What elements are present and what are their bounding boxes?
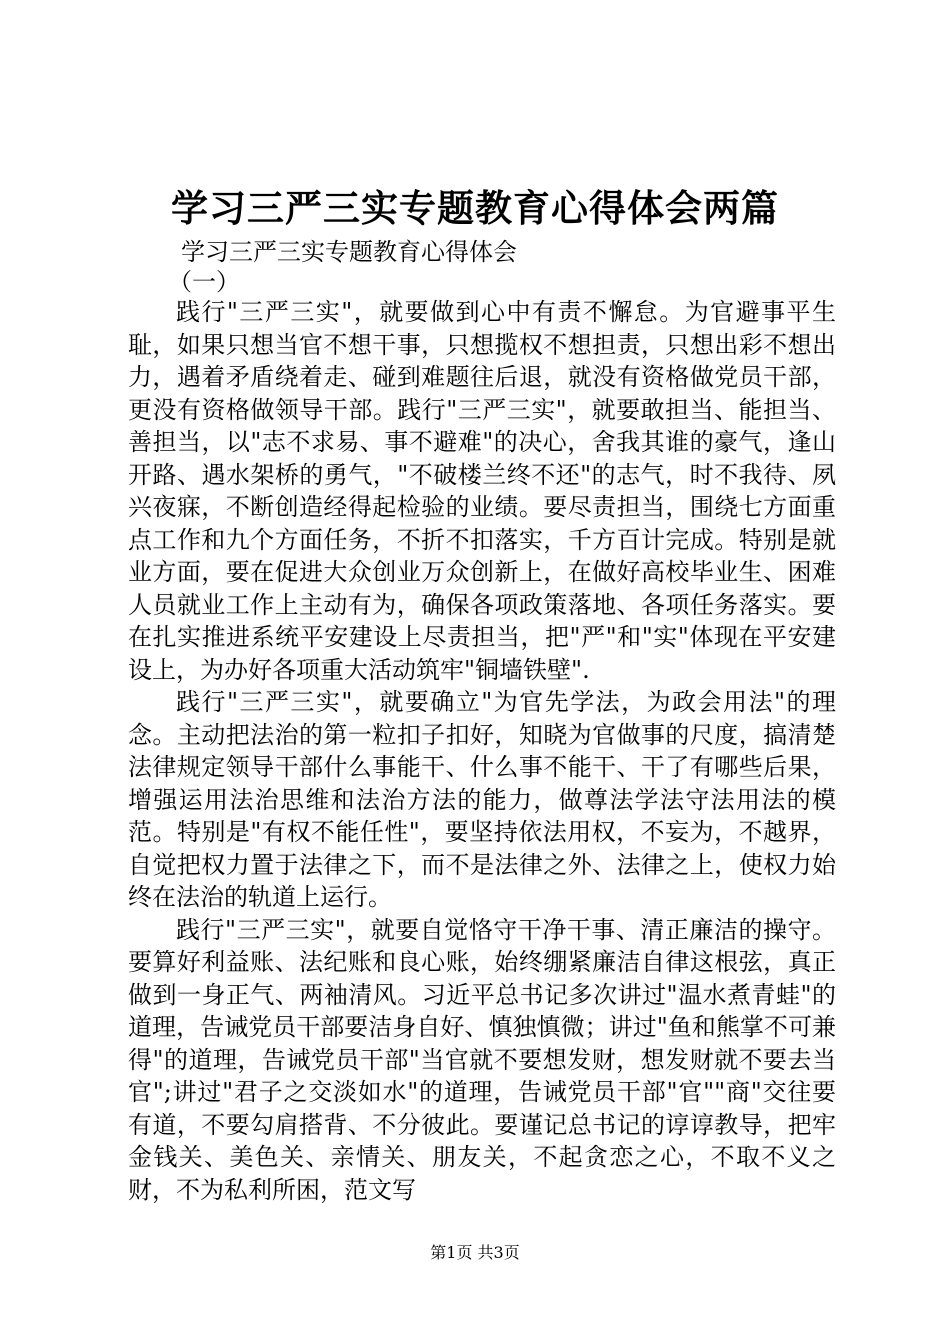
section-marker: （一） (168, 268, 240, 296)
document-title: 学习三严三实专题教育心得体会两篇 (171, 186, 779, 230)
document-subtitle: 学习三严三实专题教育心得体会 (181, 238, 517, 266)
document-body (128, 296, 836, 1206)
page-number-footer: 第1页 共3页 (430, 1243, 520, 1262)
paragraph-2: 践行"三严三实"，就要确立"为官先学法，为政会用法"的理念。主动把法治的第一粒扣子扣好，知晓为官做事的尺度，搞清楚法律规定领导干部什么事能干、什么事不能干、干了有哪些后果，增强运用法治思维和法治方法的能力，做尊法学法守法用法的模范。特别是"有权不能任性"，要坚持依法用权，不妄为，不越界，自觉把权力置于法律之下，而不是法律之外、法律之上，使权力始终在法治的轨道上运行。 (128, 688, 836, 911)
paragraph-1: 践行"三严三实"，就要做到心中有责不懈怠。为官避事平生耻，如果只想当官不想干事，只想揽权不想担责，只想出彩不想出力，遇着矛盾绕着走、碰到难题往后退，就没有资格做党员干部，更没有资格做领导干部。践行"三严三实"，就要敢担当、能担当、善担当，以"志不求易、事不避难"的决心，舍我其谁的豪气，逢山开路、遇水架桥的勇气，"不破楼兰终不还"的志气，时不我待、夙兴夜寐，不断创造经得起检验的业绩。要尽责担当，围绕七方面重点工作和九个方面任务，不折不扣落实，千方百计完成。特别是就业方面，要在促进大众创业万众创新上，在做好高校毕业生、困难人员就业工作上主动有为，确保各项政策落地、各项任务落实。要在扎实推进系统平安建设上尽责担当，把"严"和"实"体现在平安建设上，为办好各项重大活动筑牢"铜墙铁壁". (128, 298, 836, 684)
paragraph-3: 践行"三严三实"，就要自觉恪守干净干事、清正廉洁的操守。要算好利益账、法纪账和良心账，始终绷紧廉洁自律这根弦，真正做到一身正气、两袖清风。习近平总书记多次讲过"温水煮青蛙"的道理，告诫党员干部要洁身自好、慎独慎微；讲过"鱼和熊掌不可兼得"的道理，告诫党员干部"当官就不要想发财，想发财就不要去当官";讲过"君子之交淡如水"的道理，告诫党员干部"官""商"交往要有道，不要勾肩搭背、不分彼此。要谨记总书记的谆谆教导，把牢金钱关、美色关、亲情关、朋友关，不起贪恋之心，不取不义之财，不为私利所困，范文写 (128, 915, 836, 1204)
